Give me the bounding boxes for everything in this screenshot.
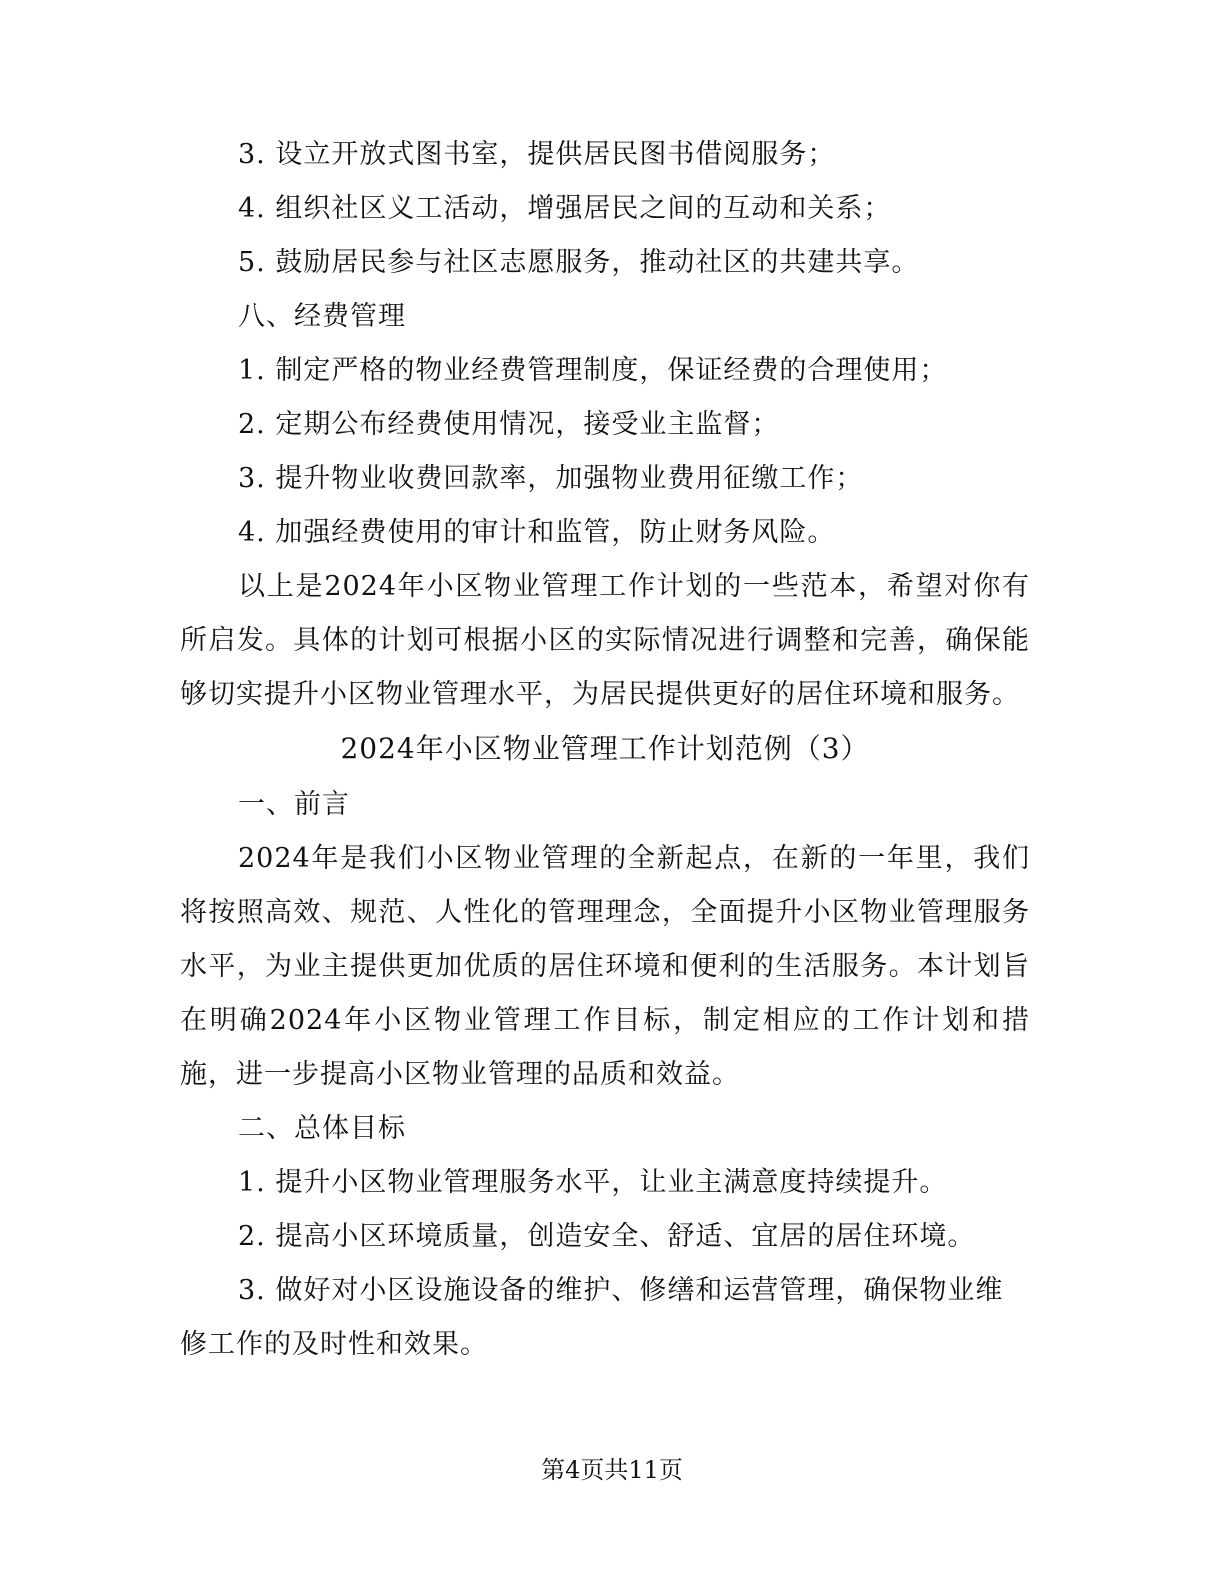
section-heading-preface: 一、前言 [238, 789, 350, 820]
list-item: 3. 提升物业收费回款率，加强物业费用征缴工作； [238, 463, 864, 494]
list-item: 2. 提高小区环境质量，创造安全、舒适、宜居的居住环境。 [238, 1221, 976, 1252]
section-heading-funding: 八、经费管理 [238, 301, 406, 332]
list-item: 1. 制定严格的物业经费管理制度，保证经费的合理使用； [238, 355, 948, 386]
list-item: 3. 设立开放式图书室，提供居民图书借阅服务； [238, 139, 836, 170]
list-item: 1. 提升小区物业管理服务水平，让业主满意度持续提升。 [238, 1167, 948, 1198]
page-footer: 第4页共11页 [541, 1456, 683, 1484]
list-item: 4. 加强经费使用的审计和监管，防止财务风险。 [238, 517, 836, 548]
page-content [180, 128, 1030, 1372]
list-item: 4. 组织社区义工活动，增强居民之间的互动和关系； [238, 193, 892, 224]
list-item: 5. 鼓励居民参与社区志愿服务，推动社区的共建共享。 [238, 247, 920, 278]
document-title: 2024年小区物业管理工作计划范例（3） [340, 732, 870, 765]
list-item: 3. 做好对小区设施设备的维护、修缮和运营管理，确保物业维修工作的及时性和效果。 [180, 1275, 1004, 1360]
list-item: 2. 定期公布经费使用情况，接受业主监督； [238, 409, 780, 440]
section-heading-goals: 二、总体目标 [238, 1113, 406, 1144]
preface-paragraph: 2024年是我们小区物业管理的全新起点，在新的一年里，我们将按照高效、规范、人性化的管理理念，全面提升小区物业管理服务水平，为业主提供更加优质的居住环境和便利的生活服务。本计划旨在明确2024年小区物业管理工作目标，制定相应的工作计划和措施，进一步提高小区物业管理的品质和效益。 [180, 843, 1030, 1090]
conclusion-paragraph: 以上是2024年小区物业管理工作计划的一些范本，希望对你有所启发。具体的计划可根据小区的实际情况进行调整和完善，确保能够切实提升小区物业管理水平，为居民提供更好的居住环境和服务。 [180, 571, 1030, 710]
